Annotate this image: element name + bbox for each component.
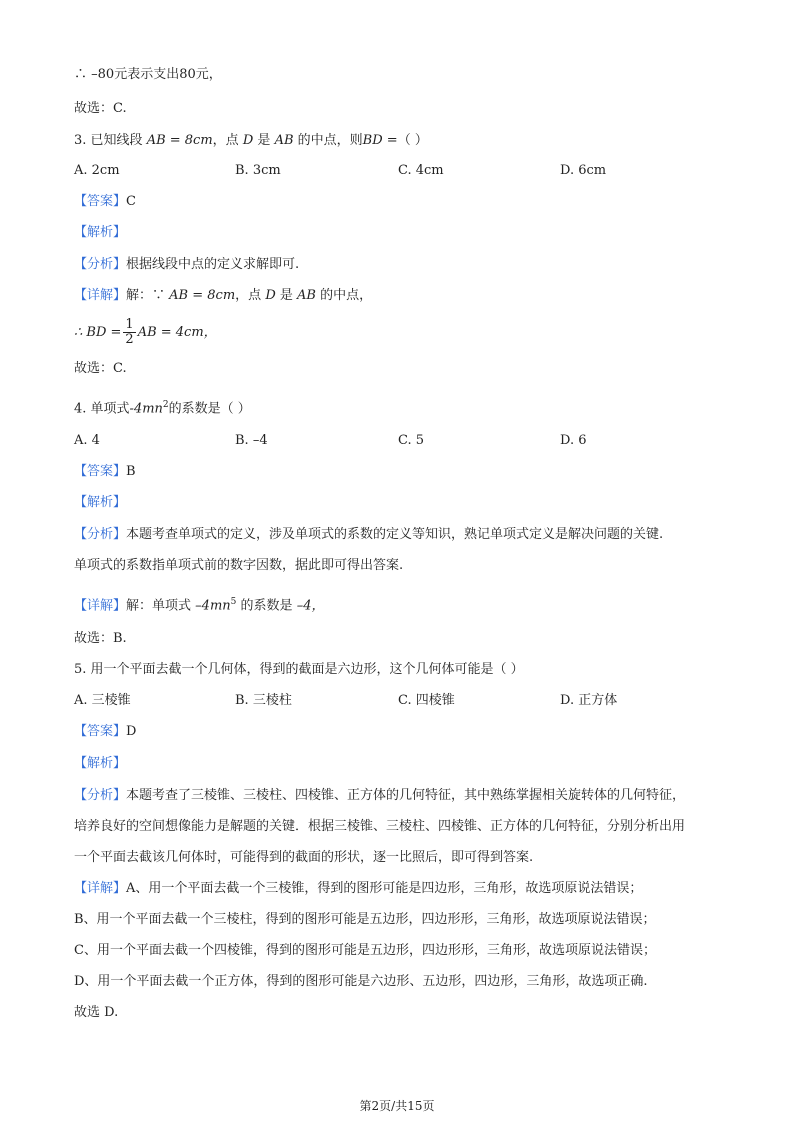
answer-tag: 【答案】	[74, 724, 127, 739]
answer-tag: 【答案】	[74, 464, 127, 479]
q5-option-b: B. 三棱柱	[235, 693, 292, 708]
math: D	[265, 288, 276, 303]
text: 本题考查了三棱锥、三棱柱、四棱锥、正方体的几何特征，其中熟练掌握相关旋转体的几何特征，	[126, 788, 686, 803]
math: D	[242, 133, 254, 148]
q5-answer	[74, 723, 136, 741]
q3-xiangjie	[74, 287, 372, 305]
question-4	[74, 396, 251, 418]
text: A、用一个平面去截一个三棱锥，得到的图形可能是四边形，三角形，故选项原说法错误；	[126, 881, 643, 896]
fraction	[123, 318, 135, 347]
q5-xiangjie	[74, 880, 642, 898]
xiangjie-tag: 【详解】	[74, 598, 127, 614]
text: 解：∵	[126, 288, 166, 303]
exponent: 5	[230, 597, 237, 607]
q4-jiexi-tag: 【解析】	[74, 495, 127, 510]
q3-calc	[74, 316, 217, 350]
text: 4. 单项式	[74, 401, 130, 417]
text: 根据线段中点的定义求解即可.	[126, 257, 300, 272]
math: AB = 8cm	[169, 288, 236, 303]
q3-option-a: A. 2cm	[74, 163, 120, 178]
q3-fenxi	[74, 256, 299, 274]
q4-fenxi	[74, 526, 663, 544]
fenxi-tag: 【分析】	[74, 527, 127, 542]
fenxi-tag: 【分析】	[74, 257, 127, 272]
text: 的系数是（ ）	[168, 401, 251, 417]
text: 元表示支出	[114, 67, 180, 82]
fraction-numerator: 1	[125, 317, 134, 332]
q3-answer	[74, 193, 136, 211]
fraction-denominator: 2	[125, 332, 134, 347]
q4-fenxi-2: 单项式的系数指单项式前的数字因数，据此即可得出答案.	[74, 558, 404, 573]
q4-option-b: B. –4	[235, 433, 268, 448]
text: C	[126, 194, 136, 209]
math: -4mn	[129, 401, 163, 417]
math: AB	[297, 288, 316, 303]
text: ，点	[235, 288, 262, 303]
q4-option-c: C. 5	[398, 433, 425, 448]
line-choose-c: 故选：C.	[74, 101, 127, 116]
q5-xiangjie-c: C、用一个平面去截一个四棱锥，得到的图形可能是五边形，四边形形，三角形，故选项原说法错误；	[74, 943, 656, 958]
text: D	[126, 724, 137, 739]
q5-xiangjie-d: D、用一个平面去截一个正方体，得到的图形可能是六边形、五边形，四边形，三角形，故选项正确.	[74, 974, 648, 989]
page-footer: 第2页/共15页	[359, 1099, 435, 1113]
q5-choose: 故选 D.	[74, 1005, 119, 1020]
text: 的中点，	[320, 288, 373, 303]
text: 本题考查单项式的定义，涉及单项式的系数的定义等知识，熟记单项式定义是解决问题的关键.	[126, 527, 664, 542]
q4-choose: 故选：B.	[74, 631, 127, 646]
math: BD =	[362, 133, 398, 148]
q5-option-d: D. 正方体	[560, 693, 618, 708]
math: AB = 4cm，	[137, 325, 217, 340]
q4-answer	[74, 463, 136, 481]
question-5: 5. 用一个平面去截一个几何体，得到的截面是六边形，这个几何体可能是（ ）	[74, 662, 524, 677]
text: 80	[179, 67, 196, 82]
text: 3. 已知线段	[74, 133, 143, 148]
text: 是	[257, 133, 271, 148]
q4-xiangjie	[74, 593, 324, 615]
text: 是	[279, 288, 293, 303]
text: B	[126, 464, 136, 479]
q3-jiexi-tag: 【解析】	[74, 225, 127, 240]
math: –4mn	[195, 598, 231, 614]
answer-tag: 【答案】	[74, 194, 127, 209]
text: 的系数是	[240, 598, 293, 614]
text: 的中点，则	[297, 133, 363, 148]
q5-jiexi-tag: 【解析】	[74, 756, 127, 771]
q3-option-d: D. 6cm	[560, 163, 607, 178]
text: ∴ –80	[74, 67, 115, 82]
question-3	[74, 132, 428, 150]
text: （ ）	[397, 133, 428, 148]
q5-fenxi	[74, 787, 685, 805]
q5-xiangjie-b: B、用一个平面去截一个三棱柱，得到的图形可能是五边形，四边形形，三角形，故选项原说法错误；	[74, 912, 656, 927]
q4-option-a: A. 4	[74, 433, 100, 448]
math: AB	[274, 133, 294, 148]
exponent: 2	[162, 400, 169, 410]
text: 解：单项式	[126, 598, 192, 614]
xiangjie-tag: 【详解】	[74, 881, 127, 896]
text: 元，	[195, 67, 222, 82]
line-conclusion-80	[74, 66, 222, 84]
q5-fenxi-2: 培养良好的空间想像能力是解题的关键．根据三棱锥、三棱柱、四棱锥、正方体的几何特征，分别分析出用	[74, 819, 686, 834]
math: AB = 8cm	[146, 133, 213, 148]
q4-option-d: D. 6	[560, 433, 587, 448]
fenxi-tag: 【分析】	[74, 788, 127, 803]
xiangjie-tag: 【详解】	[74, 288, 127, 303]
q3-option-c: C. 4cm	[398, 163, 444, 178]
text: ，点	[212, 133, 239, 148]
q5-option-c: C. 四棱锥	[398, 693, 455, 708]
math: ∴ BD =	[74, 325, 122, 340]
q3-choose: 故选：C.	[74, 361, 127, 376]
q5-option-a: A. 三棱锥	[74, 693, 131, 708]
math: –4，	[296, 598, 325, 614]
q5-fenxi-3: 一个平面去截该几何体时，可能得到的截面的形状，逐一比照后，即可得到答案.	[74, 850, 534, 865]
q3-option-b: B. 3cm	[235, 163, 281, 178]
